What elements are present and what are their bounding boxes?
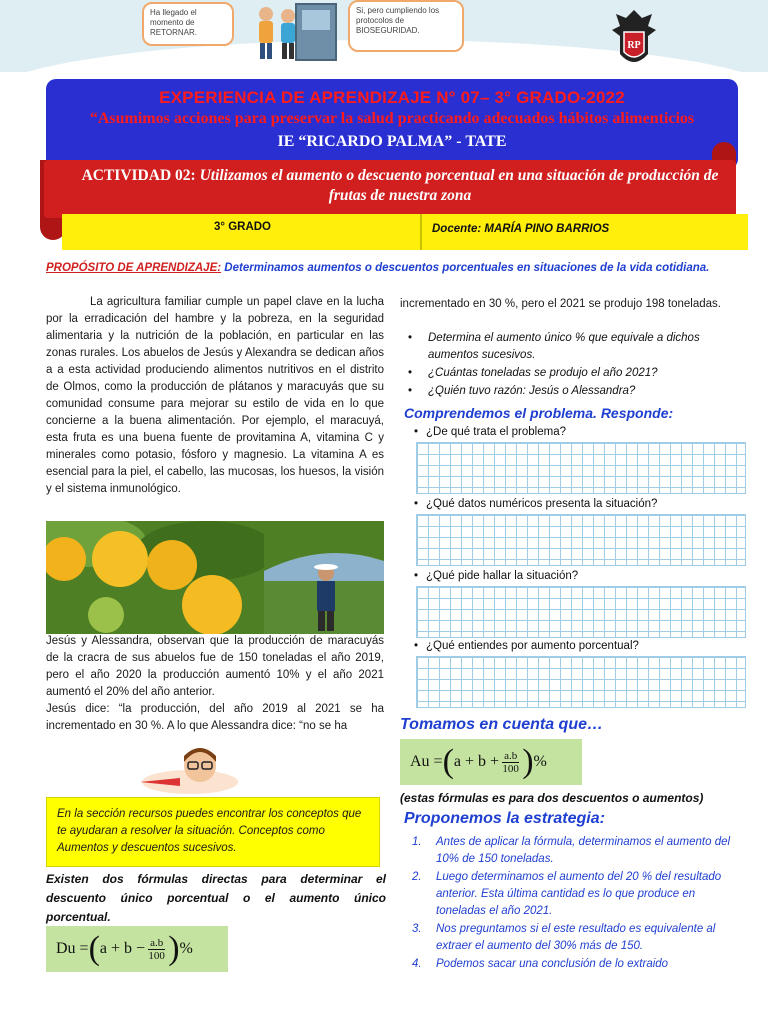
discount-formula [46, 926, 228, 972]
question-text: ¿Qué datos numéricos presenta la situación? [426, 498, 658, 510]
strategy-steps [412, 834, 742, 974]
students-illustration [236, 0, 346, 64]
info-bar [62, 214, 748, 250]
du-paren-close: ) [168, 930, 180, 967]
info-bar-divider [420, 214, 422, 250]
du-body: a + b − [99, 940, 146, 957]
list-item: • ¿Cuántas toneladas se produjo el año 2021? [404, 365, 744, 382]
activity-title [70, 166, 730, 206]
du-numerator: a.b [150, 936, 164, 949]
activity-name: Utilizamos el aumento o descuento porcentual en una situación de producción de frutas de nuestra zona [199, 167, 719, 204]
activity-label: ACTIVIDAD 02: [81, 167, 200, 184]
answer-grid-4[interactable] [416, 656, 746, 708]
step-number: 4. [412, 958, 422, 970]
list-item [412, 834, 742, 868]
answer-grid-3[interactable] [416, 586, 746, 638]
au-paren-open: ( [442, 743, 454, 780]
step-text: Podemos sacar una conclusión de lo extraido [436, 958, 669, 970]
step-text: Luego determinamos el aumento del 20 % del resultado anterior. Esta última cantidad es lo que produce en toneladas el año 2021. [436, 871, 722, 917]
situation-paragraph [46, 633, 384, 735]
au-lhs: Au = [410, 753, 443, 770]
question-3: • ¿Qué pide hallar la situación? [414, 570, 579, 582]
question-2: • ¿Qué datos numéricos presenta la situación? [414, 498, 658, 510]
tomamos-heading: Tomamos en cuenta que… [400, 716, 603, 733]
resources-note: En la sección recursos puedes encontrar los conceptos que te ayudaran a resolver la situación. Conceptos como Aumentos y descuentos sucesivos. [46, 797, 380, 867]
step-text: Nos preguntamos si el este resultado es equivalente al extraer el aumento del 30% más de 150. [436, 923, 716, 952]
au-percent: % [533, 753, 547, 770]
du-percent: % [179, 940, 193, 957]
experience-subtitle: “Asumimos acciones para preservar la salud practicando adecuados hábitos alimenticios [89, 110, 695, 127]
answer-grid-2[interactable] [416, 514, 746, 566]
list-item [412, 869, 742, 920]
du-denominator: 100 [148, 949, 165, 962]
speech-bubble-right: Si, pero cumpliendo los protocolos de BIOSEGURIDAD. [348, 0, 464, 52]
question-text: ¿De qué trata el problema? [426, 426, 566, 438]
shield-letters: RP [627, 40, 641, 51]
step-number: 3. [412, 923, 422, 935]
au-body: a + b + [453, 753, 500, 770]
purpose-text: Determinamos aumentos o descuentos porcentuales en situaciones de la vida cotidiana. [221, 262, 710, 274]
passion-fruit-photo [46, 521, 264, 634]
step-text: Antes de aplicar la fórmula, determinamos el aumento del 10% de 150 toneladas. [436, 836, 731, 865]
formula-note: (estas fórmulas es para dos descuentos o aumentos) [400, 791, 704, 805]
answer-grid-1[interactable] [416, 442, 746, 494]
au-paren-close: ) [522, 743, 534, 780]
list-item: • ¿Quién tuvo razón: Jesús o Alessandra? [404, 383, 744, 400]
step-number: 1. [412, 836, 422, 848]
au-denominator: 100 [502, 762, 519, 775]
grade-label: 3° GRADO [214, 221, 271, 233]
question-text: ¿Qué entiendes por aumento porcentual? [426, 640, 639, 652]
intro-paragraph: La agricultura familiar cumple un papel clave en la lucha por la erradicación del hambre y la pobreza, en la seguridad alimentaria y la nutrición de la población, en particular en las zonas rurales. Los abuelos de Jesús y Alexandra se dedican años a a esta actividad produciendo alimentos nutritivos en el distrito de Olmos, como la producción de plátanos y maracuyás que su comunidad consume para mejorar su estilo de vida en lo que concierne a la buena alimentación. Por ejemplo, el maracuyá, esta fruta es una buena fuente de provitamina A, vitamina C y minerales como potasio, fósforo y magnesio. La vitamina A es esencial para la piel, el cabello, las mucosas, los huesos, la visión y el sistema inmunológico. [46, 296, 384, 495]
teacher-illustration [140, 742, 240, 794]
speech-bubble-left: Ha llegado el momento de RETORNAR. [142, 2, 234, 46]
step-number: 2. [412, 871, 422, 883]
question-1: • ¿De qué trata el problema? [414, 426, 566, 438]
learning-purpose [46, 260, 740, 276]
jesus-statement: Jesús dice: “la producción, del año 2019 al 2021 se ha incrementado en 30 %. A lo que Alessandra dice: “no se ha [46, 703, 384, 732]
experience-title: EXPERIENCIA DE APRENDIZAJE N° 07– 3° GRADO-2022 [159, 88, 625, 107]
comprehension-heading: Comprendemos el problema. Responde: [404, 405, 674, 421]
school-shield-logo [608, 8, 660, 72]
question-text: ¿Qué pide hallar la situación? [426, 570, 579, 582]
purpose-label: PROPÓSITO DE APRENDIZAJE: [46, 262, 222, 274]
au-numerator: a.b [504, 749, 518, 762]
situation-text: Jesús y Alessandra, observan que la producción de maracuyás de la cracra de sus abuelos fue de 150 toneladas el año 2019, pero el año 2020 la producción aumentó 10% y el año 2021 aumentó el 20% del año anterior. [46, 635, 384, 698]
du-paren-open: ( [88, 930, 100, 967]
teacher-label: Docente: MARÍA PINO BARRIOS [432, 223, 610, 235]
school-name: IE “RICARDO PALMA” - TATE [277, 133, 507, 150]
au-fraction [502, 750, 519, 775]
farmer-photo [264, 521, 384, 634]
strategy-heading: Proponemos la estrategia: [404, 810, 605, 827]
list-item: • Determina el aumento único % que equivale a dichos aumentos sucesivos. [404, 330, 744, 364]
du-lhs: Du = [56, 940, 89, 957]
task-list [404, 330, 744, 401]
list-item [412, 956, 742, 973]
increase-formula [400, 739, 582, 785]
du-fraction [148, 937, 165, 962]
formulas-intro: Existen dos fórmulas directas para determinar el descuento único porcentual o el aumento único porcentual. [46, 872, 386, 924]
situation-continued: incrementado en 30 %, pero el 2021 se produjo 198 toneladas. [400, 298, 721, 310]
list-item [412, 921, 742, 955]
question-4: • ¿Qué entiendes por aumento porcentual? [414, 640, 639, 652]
